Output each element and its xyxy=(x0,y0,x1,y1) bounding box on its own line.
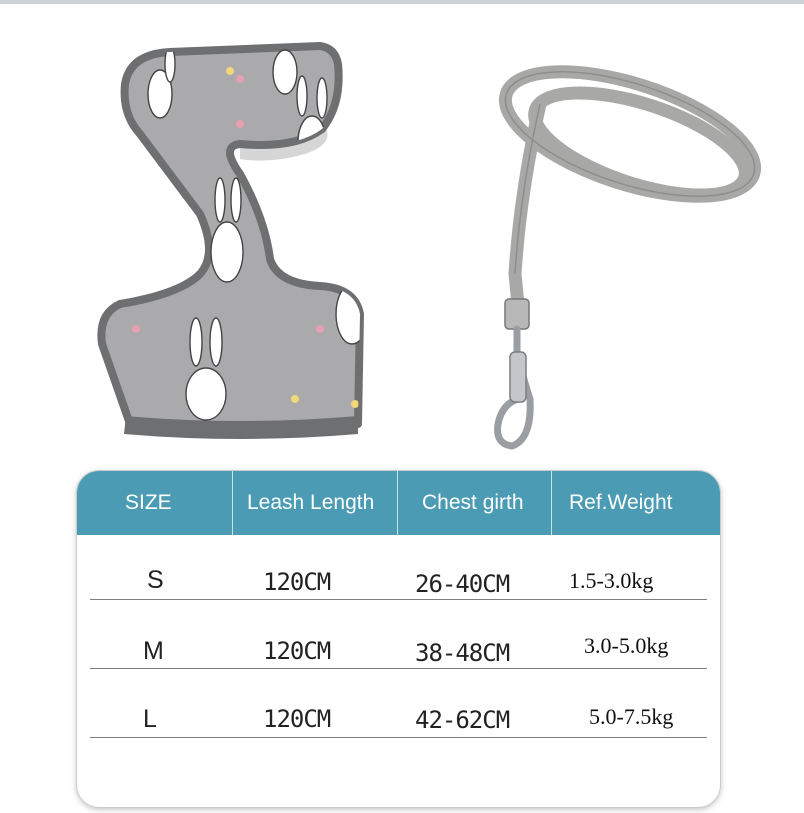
header-divider xyxy=(397,471,398,535)
row-divider xyxy=(90,599,707,600)
row-s-size: S xyxy=(147,566,164,594)
row-l-ref-weight: 5.0-7.5kg xyxy=(589,704,674,729)
row-s-ref-weight: 1.5-3.0kg xyxy=(569,568,654,593)
header-size: SIZE xyxy=(125,491,172,514)
row-l-chest-girth: 42-62CM xyxy=(415,706,510,734)
row-m-ref-weight: 3.0-5.0kg xyxy=(584,633,669,658)
row-m-size: M xyxy=(143,637,164,665)
row-s-chest-girth: 26-40CM xyxy=(415,570,510,598)
header-divider xyxy=(232,471,233,535)
row-divider xyxy=(90,737,707,738)
header-divider xyxy=(551,471,552,535)
row-divider xyxy=(90,668,707,669)
header-ref-weight: Ref.Weight xyxy=(569,491,673,514)
product-image xyxy=(0,4,804,464)
size-chart-header xyxy=(77,471,720,535)
header-leash-length: Leash Length xyxy=(247,491,375,514)
row-m-chest-girth: 38-48CM xyxy=(415,639,510,667)
row-l-size: L xyxy=(143,705,157,733)
leash-illustration xyxy=(480,54,780,464)
row-m-leash-length: 120CM xyxy=(263,637,331,665)
row-l-leash-length: 120CM xyxy=(263,705,331,733)
size-chart xyxy=(77,471,720,807)
row-s-leash-length: 120CM xyxy=(263,568,331,596)
header-chest-girth: Chest girth xyxy=(422,491,524,514)
rabbit-harness-illustration xyxy=(90,24,450,444)
